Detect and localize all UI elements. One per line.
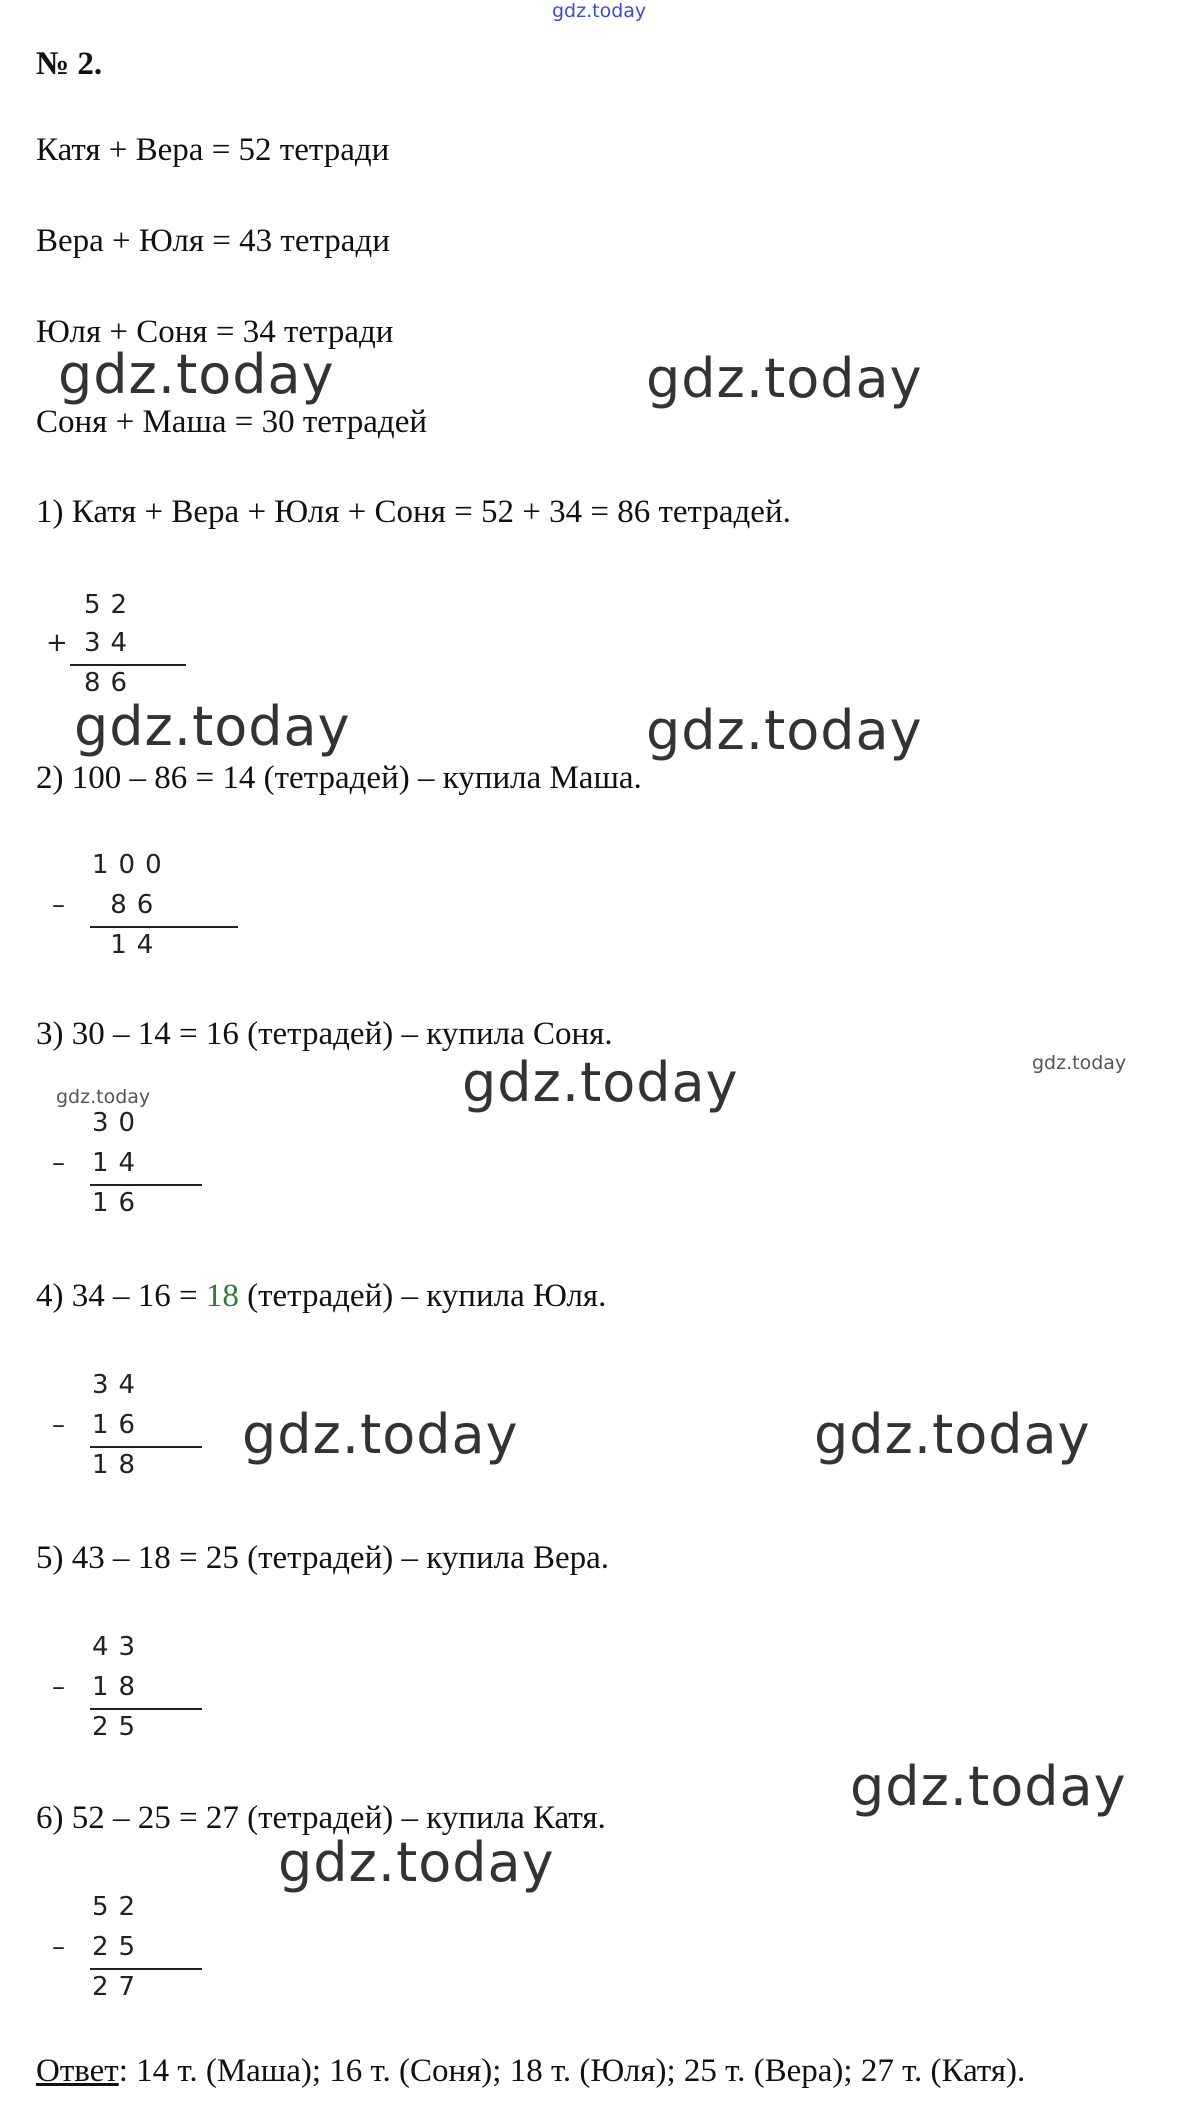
step-6: 6) 52 – 25 = 27 (тетрадей) – купила Катя.: [36, 1800, 606, 1836]
problem-number: № 2.: [36, 46, 103, 82]
step-1: 1) Катя + Вера + Юля + Соня = 52 + 34 = 86 тетрадей.: [36, 494, 791, 530]
watermark-big-4: gdz.today: [646, 699, 923, 762]
calc-5-operator: –: [52, 1672, 75, 1702]
equation-vera-yulya: Вера + Юля = 43 тетради: [36, 223, 390, 259]
equation-sonya-masha: Соня + Маша = 30 тетрадей: [36, 404, 428, 440]
calc-5-operand-a: 43: [92, 1632, 146, 1662]
calc-2-result: 14: [92, 930, 164, 960]
step-3: 3) 30 – 14 = 16 (тетрадей) – купила Соня.: [36, 1016, 613, 1052]
watermark-big-8: gdz.today: [850, 1755, 1127, 1818]
calc-1-rule: [70, 664, 186, 666]
calc-2-operand-a: 100: [92, 850, 172, 880]
watermark-big-5: gdz.today: [462, 1051, 739, 1114]
calc-3-operand-b: 14: [92, 1148, 146, 1178]
step-2: 2) 100 – 86 = 14 (тетрадей) – купила Маша.: [36, 760, 642, 796]
calc-4-operand-a: 34: [92, 1370, 146, 1400]
watermark-small-1: gdz.today: [56, 1086, 151, 1108]
watermark-big-1: gdz.today: [58, 343, 335, 406]
calc-3-result: 16: [92, 1188, 146, 1218]
calc-1-operator: +: [46, 628, 78, 658]
watermark-big-9: gdz.today: [278, 1831, 555, 1894]
step-5: 5) 43 – 18 = 25 (тетрадей) – купила Вера.: [36, 1540, 610, 1576]
watermark-big-3: gdz.today: [74, 695, 351, 758]
site-watermark-top: gdz.today: [552, 0, 647, 22]
answer-text: : 14 т. (Маша); 16 т. (Соня); 18 т. (Юля); 25 т. (Вера); 27 т. (Катя).: [118, 2053, 1026, 2089]
calc-4-operator: –: [52, 1410, 75, 1440]
step-4: [36, 1280, 606, 1313]
watermark-big-7: gdz.today: [814, 1403, 1091, 1466]
watermark-big-2: gdz.today: [646, 347, 923, 410]
calc-3-rule: [90, 1184, 202, 1186]
calc-6-operand-a: 52: [92, 1892, 146, 1922]
answer-label: Ответ: [36, 2053, 119, 2089]
calc-5-result: 25: [92, 1712, 146, 1742]
calc-5-rule: [90, 1708, 202, 1710]
calc-1-operand-b: 34: [84, 628, 138, 658]
answer-line: [36, 2055, 1025, 2088]
calc-4-rule: [90, 1446, 202, 1448]
calc-4-operand-b: 16: [92, 1410, 146, 1440]
calc-6-rule: [90, 1968, 202, 1970]
equation-katya-vera: Катя + Вера = 52 тетради: [36, 132, 390, 168]
calc-6-operand-b: 25: [92, 1932, 146, 1962]
calc-5-operand-b: 18: [92, 1672, 146, 1702]
calc-2-operand-b: 86: [92, 890, 164, 920]
calc-4-result: 18: [92, 1450, 146, 1480]
calc-1-result: 86: [84, 668, 138, 698]
calc-1-operand-a: 52: [84, 590, 138, 620]
watermark-small-2: gdz.today: [1032, 1052, 1127, 1074]
calc-3-operator: –: [52, 1148, 75, 1178]
calc-2-rule: [90, 926, 238, 928]
watermark-big-6: gdz.today: [242, 1403, 519, 1466]
calc-2-operator: –: [52, 890, 75, 920]
calc-6-operator: –: [52, 1932, 75, 1962]
equation-yulya-sonya: Юля + Соня = 34 тетради: [36, 314, 394, 350]
step-4-pre: 4) 34 – 16 =: [36, 1278, 206, 1314]
calc-3-operand-a: 30: [92, 1108, 146, 1138]
step-4-post: (тетрадей) – купила Юля.: [238, 1278, 607, 1314]
calc-6-result: 27: [92, 1972, 146, 2002]
step-4-value: 18: [205, 1278, 239, 1314]
